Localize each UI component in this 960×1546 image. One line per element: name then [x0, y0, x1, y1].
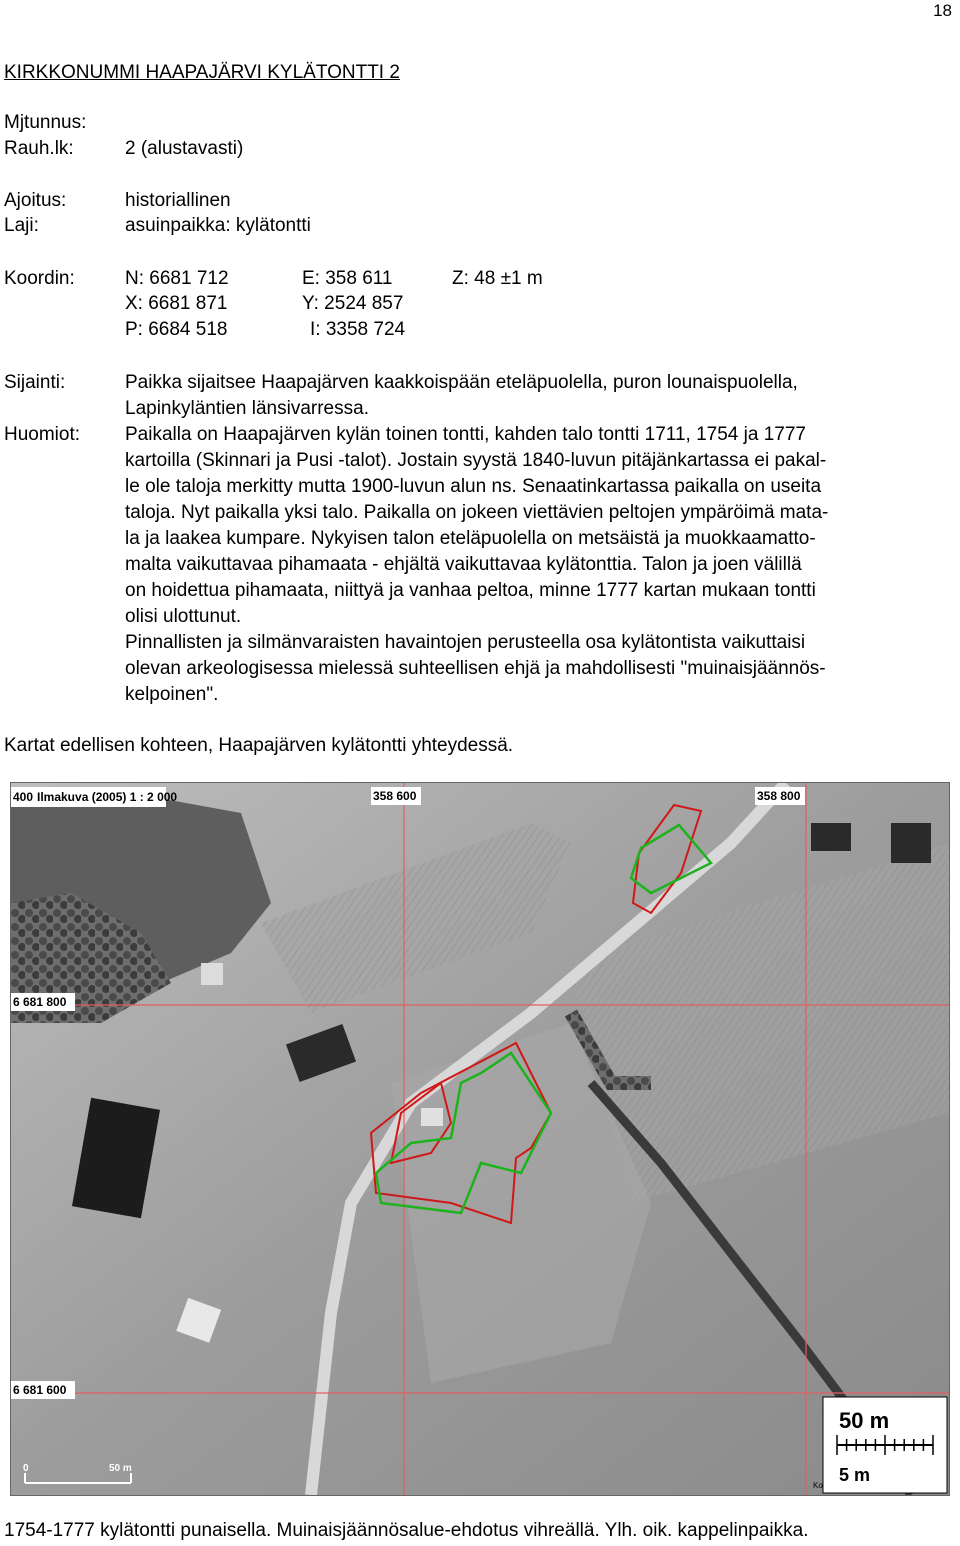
- scale-corner-label: Ko: [813, 1481, 823, 1490]
- coord-y: Y: 2524 857: [302, 293, 404, 314]
- huomiot-line: olisi ulottunut.: [125, 606, 242, 627]
- aerial-map-svg: [11, 783, 949, 1495]
- ajoitus-label: Ajoitus:: [4, 190, 67, 211]
- map-header-title: Ilmakuva (2005) 1 : 2 000: [37, 790, 178, 804]
- coord-n: N: 6681 712: [125, 268, 229, 289]
- huomiot-line: le ole taloja merkitty mutta 1900-luvun alun ns. Senaatinkartassa paikalla on useita: [125, 476, 822, 497]
- sijainti-text: [125, 370, 955, 422]
- map-header-left: 400: [13, 790, 34, 804]
- ajoitus-value: historiallinen: [125, 190, 231, 211]
- huomiot-label: Huomiot:: [4, 424, 81, 445]
- sijainti-line: Paikka sijaitsee Haapajärven kaakkoispään eteläpuolella, puron lounaispuolella,: [125, 372, 798, 393]
- map-caption: 1754-1777 kylätontti punaisella. Muinaisjäännösalue-ehdotus vihreällä. Ylh. oik. kappelinpaikka.: [4, 1520, 809, 1541]
- huomiot-line: Pinnallisten ja silmänvaraisten havaintojen perusteella osa kylätontista vaikuttaisi: [125, 632, 806, 653]
- huomiot-line: malta vaikuttavaa pihamaata - ehjältä vaikuttavaa kylätonttia. Talon ja joen välillä: [125, 554, 802, 575]
- coord-e: E: 358 611: [302, 268, 393, 289]
- huomiot-line: la ja laakea kumpare. Nykyisen talon eteläpuolella on metsäistä ja muokkaamatto-: [125, 528, 816, 549]
- huomiot-line: kelpoinen".: [125, 684, 219, 705]
- rauhlk-value: 2 (alustavasti): [125, 138, 244, 159]
- sijainti-label: Sijainti:: [4, 372, 66, 393]
- rauhlk-label: Rauh.lk:: [4, 138, 74, 159]
- laji-value: asuinpaikka: kylätontti: [125, 215, 311, 236]
- laji-label: Laji:: [4, 215, 39, 236]
- label-358800: 358 800: [757, 789, 801, 803]
- coord-i: I: 3358 724: [310, 319, 406, 340]
- north-house-1: [811, 823, 851, 851]
- scale-box: [813, 1397, 947, 1493]
- scale-bottom-label: 5 m: [839, 1465, 871, 1485]
- scale-top-label: 50 m: [839, 1408, 890, 1433]
- koordin-label: Koordin:: [4, 268, 75, 289]
- huomiot-line: Paikalla on Haapajärven kylän toinen tontti, kahden talo tontti 1711, 1754 ja 1777: [125, 424, 806, 445]
- label-6681800: 6 681 800: [13, 995, 67, 1009]
- coord-x: X: 6681 871: [125, 293, 228, 314]
- maps-note: Kartat edellisen kohteen, Haapajärven kylätontti yhteydessä.: [4, 735, 514, 756]
- coord-p: P: 6684 518: [125, 319, 228, 340]
- label-358600: 358 600: [373, 789, 417, 803]
- sijainti-line: Lapinkyläntien länsivarressa.: [125, 398, 369, 419]
- page-title: KIRKKONUMMI HAAPAJÄRVI KYLÄTONTTI 2: [4, 62, 400, 83]
- small-scale-zero: 0: [23, 1463, 29, 1474]
- huomiot-line: taloja. Nyt paikalla yksi talo. Paikalla on jokeen viettävien peltojen ympäröimä mata-: [125, 502, 829, 523]
- coord-z: Z: 48 ±1 m: [452, 268, 543, 289]
- huomiot-line: olevan arkeologisessa mielessä suhteellisen ehjä ja mahdollisesti "muinaisjäännös-: [125, 658, 826, 679]
- label-6681600: 6 681 600: [13, 1383, 67, 1397]
- huomiot-line: on hoidettua pihamaata, niittyä ja vanhaa peltoa, minne 1777 kartan mukaan tontti: [125, 580, 816, 601]
- huomiot-text: [125, 422, 955, 708]
- small-house: [421, 1108, 443, 1126]
- mjtunnus-label: Mjtunnus:: [4, 112, 87, 133]
- page-number: 18: [933, 1, 952, 20]
- aerial-map: [10, 782, 950, 1496]
- shed-building: [201, 963, 223, 985]
- small-scale-50: 50 m: [109, 1463, 132, 1474]
- huomiot-line: kartoilla (Skinnari ja Pusi -talot). Jostain syystä 1840-luvun pitäjänkartassa ei pakal-: [125, 450, 827, 471]
- north-house-2: [891, 823, 931, 863]
